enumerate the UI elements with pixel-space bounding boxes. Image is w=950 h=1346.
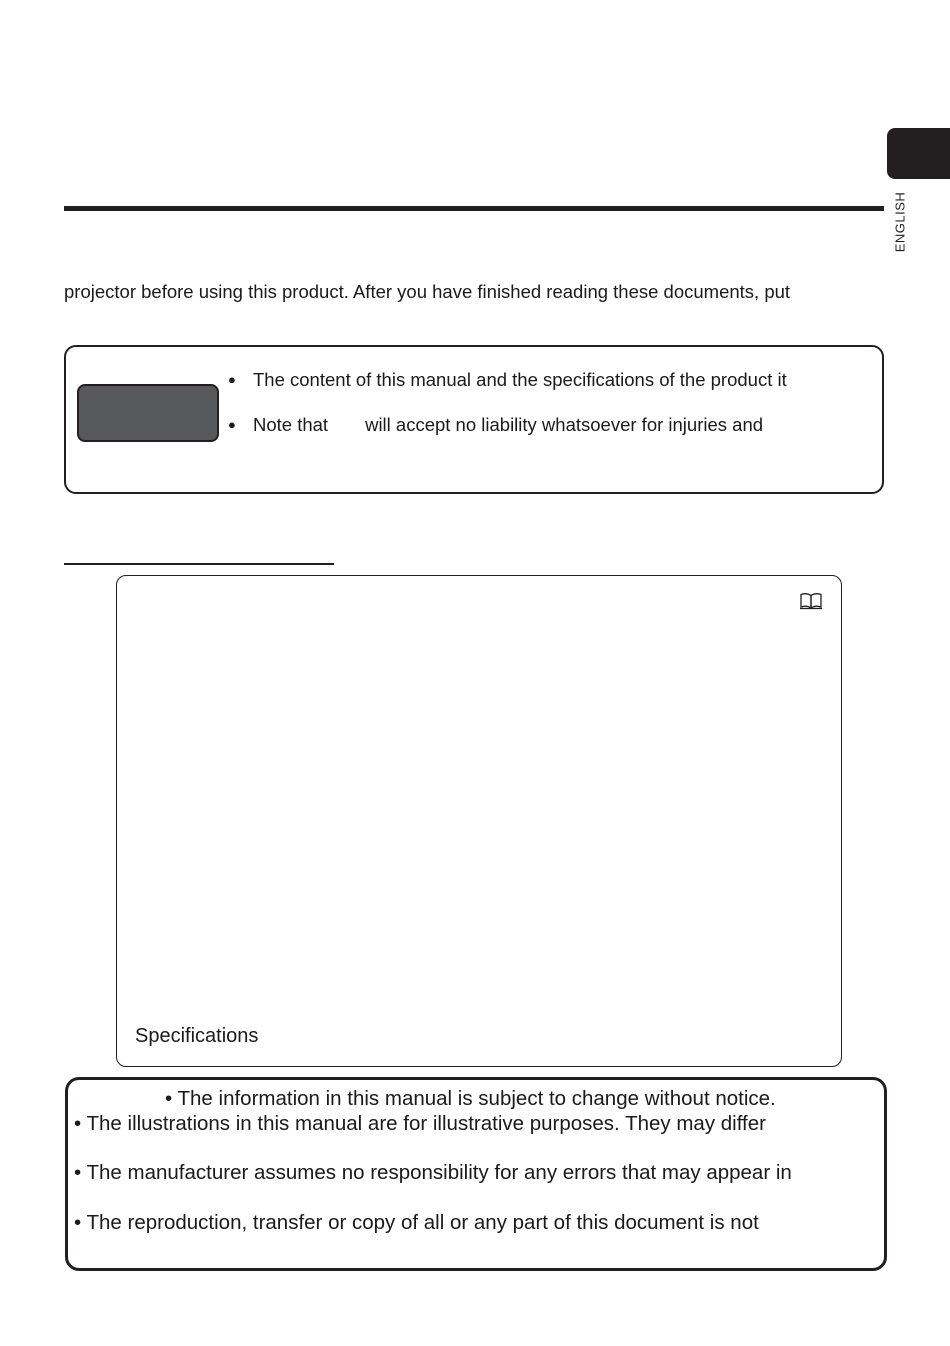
bullet-icon: ●	[228, 372, 236, 387]
notice-item-lead: Note that	[253, 414, 329, 435]
specifications-label: Specifications	[135, 1025, 259, 1047]
legal-line: • The illustrations in this manual are for illustrative purposes. They may differ	[74, 1112, 766, 1135]
notice-item-text: The content of this manual and the specifications of the product it	[253, 369, 787, 390]
language-label: ENGLISH	[892, 191, 908, 253]
notice-item	[228, 414, 763, 436]
section-heading-rule	[64, 563, 334, 565]
legal-line: • The information in this manual is subject to change without notice.	[165, 1087, 776, 1110]
notice-item	[228, 369, 787, 391]
title-rule	[64, 206, 884, 211]
legal-line: • The manufacturer assumes no responsibility for any errors that may appear in	[74, 1161, 792, 1184]
notice-badge	[77, 384, 219, 442]
notice-item-text: will accept no liability whatsoever for injuries and	[365, 414, 764, 435]
documents-box	[116, 575, 842, 1067]
intro-text: projector before using this product. After you have finished reading these documents, put	[64, 281, 791, 302]
language-tab	[887, 128, 950, 179]
book-icon	[799, 592, 823, 610]
bullet-icon: ●	[228, 417, 236, 432]
legal-line: • The reproduction, transfer or copy of all or any part of this document is not	[74, 1211, 759, 1234]
